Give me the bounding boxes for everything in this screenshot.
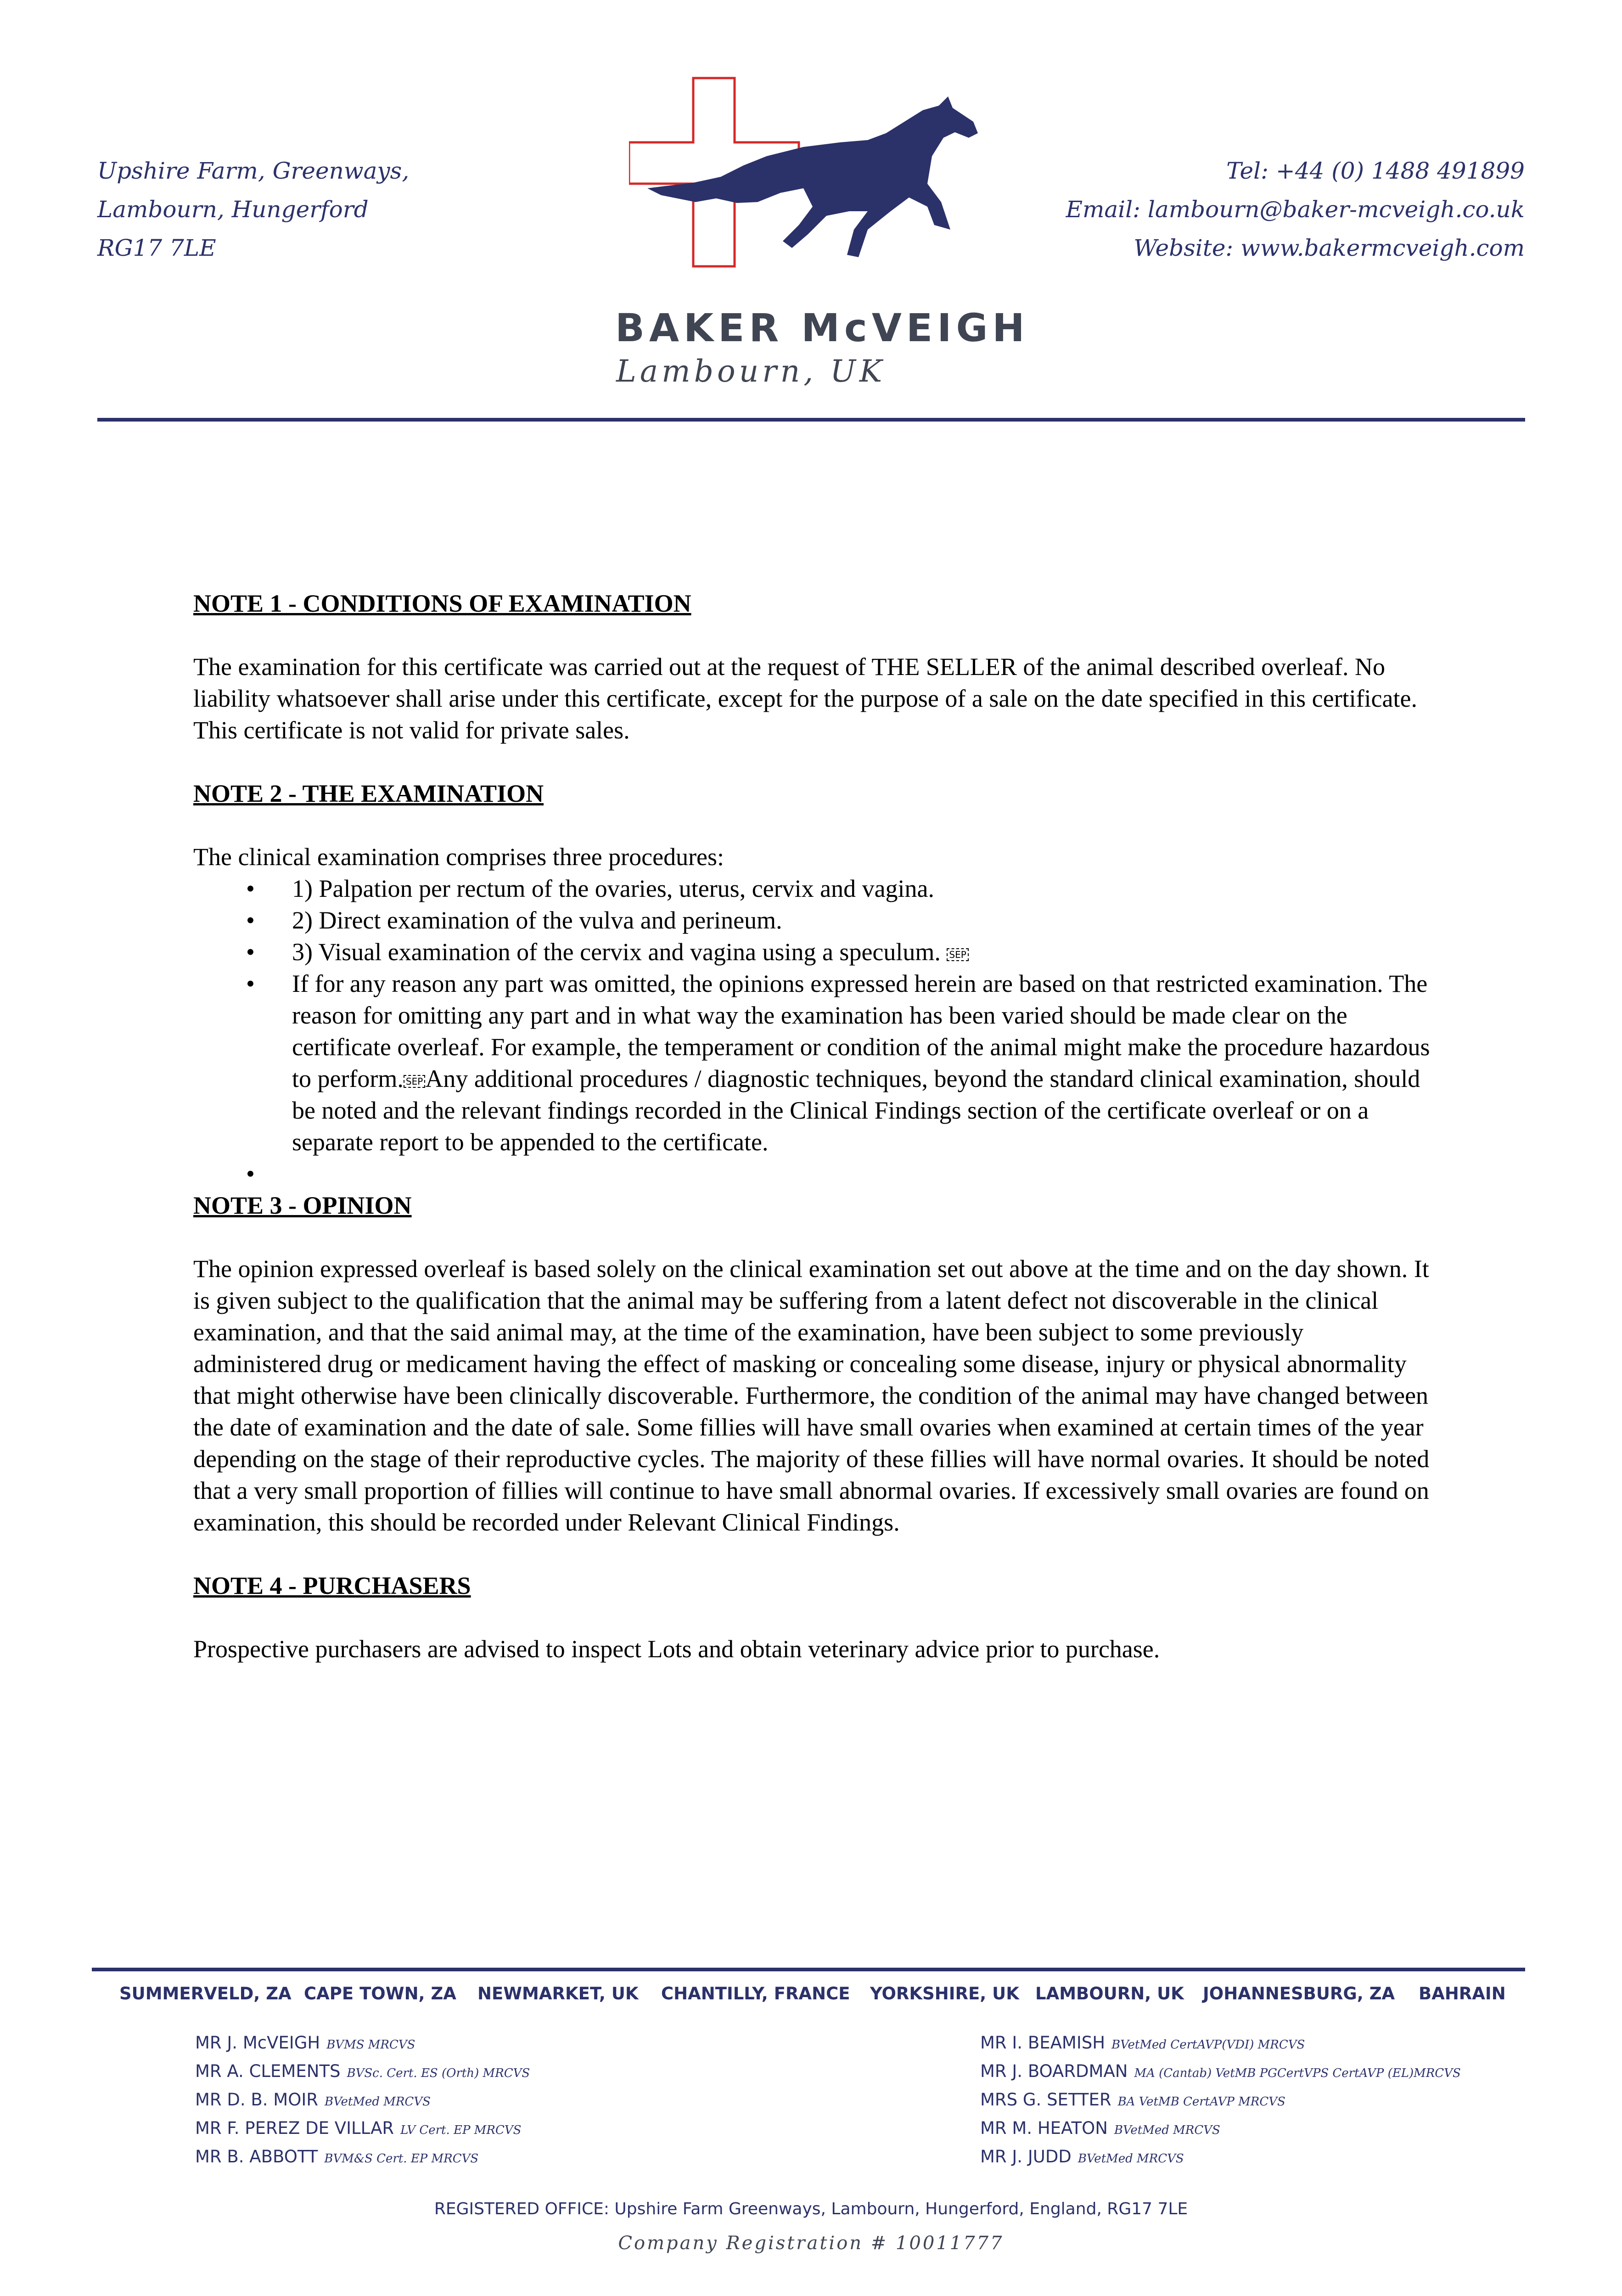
note2-intro: The clinical examination comprises three procedures: [193, 843, 724, 871]
staff-row: MR J. JUDD BVetMed MRCVS [980, 2147, 1184, 2167]
address-block [97, 152, 409, 267]
office-lambourn: LAMBOURN, UK [1035, 1984, 1184, 2003]
baker-mcveigh-logo [629, 73, 987, 312]
staff-row: MR M. HEATON BVetMed MRCVS [980, 2118, 1220, 2138]
contact-phone: Tel: +44 (0) 1488 491899 [1226, 158, 1525, 184]
list-item: • 1) Palpation per rectum of the ovaries, uterus, cervix and vagina. [193, 873, 1433, 905]
office-bahrain: BAHRAIN [1419, 1984, 1506, 2003]
address-line-3: RG17 7LE [97, 235, 216, 261]
header-divider [97, 418, 1525, 422]
office-summerveld: SUMMERVELD, ZA [119, 1984, 292, 2003]
procedure-list [193, 873, 1433, 1190]
address-line-1: Upshire Farm, Greenways, [97, 158, 410, 184]
staff-row: MR J. McVEIGH BVMS MRCVS [195, 2033, 415, 2053]
staff-list-left [195, 2030, 530, 2172]
office-johannesburg: JOHANNESBURG, ZA [1203, 1984, 1395, 2003]
horse-icon [647, 96, 978, 257]
staff-row: MR I. BEAMISH BVetMed CertAVP(VDI) MRCVS [980, 2033, 1305, 2053]
office-locations [119, 1984, 1506, 2011]
sep-glyph: SEP [947, 948, 968, 961]
note3-text: The opinion expressed overleaf is based solely on the clinical examination set out above at the time and on the day shown. It is given subject to the qualification that the animal may be suffering from a latent defect not discoverable in the clinical examination, and that the said animal may, at the time of the examination, have been subject to some previously administered drug or medicament having the effect of masking or concealing some disease, injury or physical abnormality that might otherwise have been clinically discoverable. Furthermore, the condition of the animal may have changed between the date of examination and the date of sale. Some fillies will have small ovaries when examined at certain times of the year depending on the stage of their reproductive cycles. The majority of these fillies will have normal ovaries. It should be noted that a very small proportion of fillies will continue to have small abnormal ovaries. If excessively small ovaries are found on examination, this should be recorded under Relevant Clinical Findings. [193, 1255, 1430, 1536]
list-item: • If for any reason any part was omitted, the opinions expressed herein are based on that restricted examination. The reason for omitting any part and in what way the examination has been varied should be made clear on the certificate overleaf. For example, the temperament or condition of the animal might make the procedure hazardous to perform. SEPAny additional procedures / diagnostic techniques, beyond the standard clinical examination, should be noted and the relevant findings recorded in the Clinical Findings section of the certificate overleaf or on a separate report to be appended to the certificate. [193, 968, 1433, 1158]
note4-text: Prospective purchasers are advised to inspect Lots and obtain veterinary advice prior to purchase. [193, 1635, 1160, 1663]
brand-location: Lambourn, UK [616, 354, 886, 389]
list-item: • 3) Visual examination of the cervix and vagina using a speculum. SEP [193, 936, 1433, 968]
brand-name: BAKER McVEIGH [615, 305, 1029, 350]
note4-title: NOTE 4 - PURCHASERS [193, 1572, 471, 1599]
contact-email[interactable]: Email: lambourn@baker-mcveigh.co.uk [1066, 196, 1525, 223]
note1-title: NOTE 1 - CONDITIONS OF EXAMINATION [193, 590, 691, 617]
sep-glyph: SEP [404, 1075, 425, 1088]
note1-text: The examination for this certificate was carried out at the request of THE SELLER of the animal described overleaf. No liability whatsoever shall arise under this certificate, except for the purpose of a sale on the date specified in this certificate. This certificate is not valid for private sales. [193, 653, 1417, 744]
staff-row: MR J. BOARDMAN MA (Cantab) VetMB PGCertVPS CertAVP (EL)MRCVS [980, 2061, 1461, 2081]
staff-row: MR D. B. MOIR BVetMed MRCVS [195, 2090, 431, 2110]
contact-block [1066, 152, 1525, 267]
staff-row: MR A. CLEMENTS BVSc. Cert. ES (Orth) MRCVS [195, 2061, 530, 2081]
footer-divider [92, 1968, 1525, 1971]
certificate-notes [193, 588, 1433, 1665]
staff-row: MR F. PEREZ DE VILLAR LV Cert. EP MRCVS [195, 2118, 522, 2138]
staff-row: MRS G. SETTER BA VetMB CertAVP MRCVS [980, 2090, 1285, 2110]
note2-title: NOTE 2 - THE EXAMINATION [193, 780, 544, 807]
registered-office: REGISTERED OFFICE: Upshire Farm Greenways, Lambourn, Hungerford, England, RG17 7LE [434, 2200, 1188, 2218]
note3-title: NOTE 3 - OPINION [193, 1192, 412, 1219]
company-registration: Company Registration # 10011777 [618, 2233, 1004, 2254]
office-newmarket: NEWMARKET, UK [477, 1984, 639, 2003]
staff-row: MR B. ABBOTT BVM&S Cert. EP MRCVS [195, 2147, 479, 2167]
list-item-empty [193, 1158, 1433, 1190]
staff-list-right [980, 2030, 1461, 2172]
contact-website[interactable]: Website: www.bakermcveigh.com [1134, 235, 1525, 261]
address-line-2: Lambourn, Hungerford [97, 196, 369, 223]
list-item: • 2) Direct examination of the vulva and perineum. [193, 905, 1433, 936]
office-yorkshire: YORKSHIRE, UK [870, 1984, 1019, 2003]
office-cape-town: CAPE TOWN, ZA [304, 1984, 456, 2003]
office-chantilly: CHANTILLY, FRANCE [661, 1984, 850, 2003]
